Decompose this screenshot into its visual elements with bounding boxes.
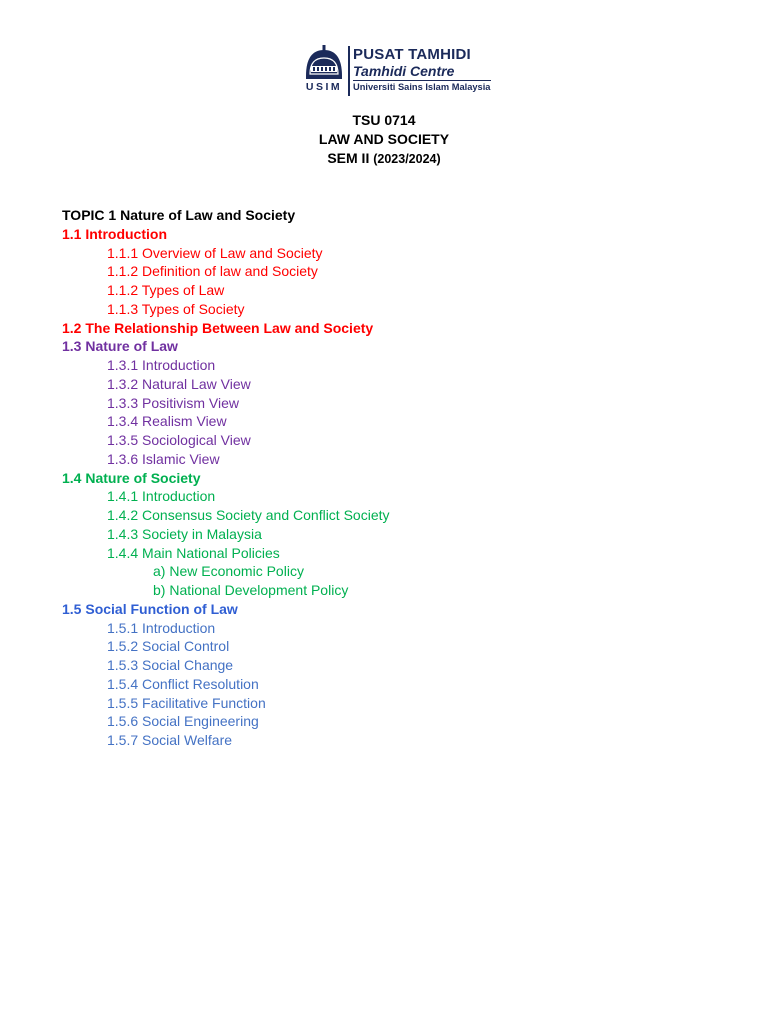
session: (2023/2024) [373, 152, 441, 166]
sub-list-item: b) National Development Policy [153, 582, 349, 598]
list-item: 1.5.5 Facilitative Function [107, 694, 266, 711]
logo-rule [353, 80, 491, 81]
usim-logo [303, 44, 493, 100]
logo-university-name: Universiti Sains Islam Malaysia [353, 82, 491, 92]
list-item: 1.5.6 Social Engineering [107, 713, 259, 730]
list-item: 1.4.4 Main National Policies [107, 544, 280, 561]
list-item: 1.1.3 Types of Society [107, 300, 245, 317]
list-item: 1.5.1 Introduction [107, 619, 216, 636]
semester: SEM II [327, 150, 370, 166]
course-name: LAW AND SOCIETY [318, 131, 450, 147]
sub-list-item: a) New Economic Policy [153, 563, 304, 580]
list-item: 1.4.3 Society in Malaysia [107, 525, 262, 542]
section-title: 1.3 Nature of Law [62, 338, 178, 355]
list-item: 1.1.1 Overview of Law and Society [107, 244, 323, 261]
list-item: 1.3.1 Introduction [107, 357, 216, 373]
list-item: 1.3.4 Realism View [107, 413, 227, 430]
semester-line [0, 150, 768, 166]
list-item: 1.4.2 Consensus Society and Conflict Society [107, 507, 390, 523]
list-item: 1.5.4 Conflict Resolution [107, 675, 259, 692]
list-item: 1.5.2 Social Control [107, 638, 230, 655]
topic-outline [62, 206, 742, 750]
list-item: 1.3.3 Positivism View [107, 394, 240, 411]
section-title: 1.5 Social Function of Law [62, 600, 238, 617]
logo-acronym: USIM [305, 81, 343, 93]
section-title: 1.1 Introduction [62, 225, 167, 242]
section-title: 1.2 The Relationship Between Law and Society [62, 319, 374, 336]
list-item: 1.3.6 Islamic View [107, 450, 220, 467]
list-item: 1.4.1 Introduction [107, 488, 216, 505]
course-code: TSU 0714 [352, 112, 416, 128]
logo-centre-name: PUSAT TAMHIDI [353, 46, 471, 63]
logo-centre-name-english: Tamhidi Centre [353, 63, 455, 79]
topic-title: TOPIC 1 Nature of Law and Society [62, 207, 296, 223]
list-item: 1.3.5 Sociological View [107, 432, 251, 448]
list-item: 1.1.2 Types of Law [107, 282, 225, 298]
list-item: 1.3.2 Natural Law View [107, 375, 251, 392]
list-item: 1.5.3 Social Change [107, 657, 234, 673]
list-item: 1.5.7 Social Welfare [107, 732, 233, 748]
section-title: 1.4 Nature of Society [62, 469, 201, 486]
list-item: 1.1.2 Definition of law and Society [107, 263, 318, 280]
logo-divider [348, 46, 350, 96]
